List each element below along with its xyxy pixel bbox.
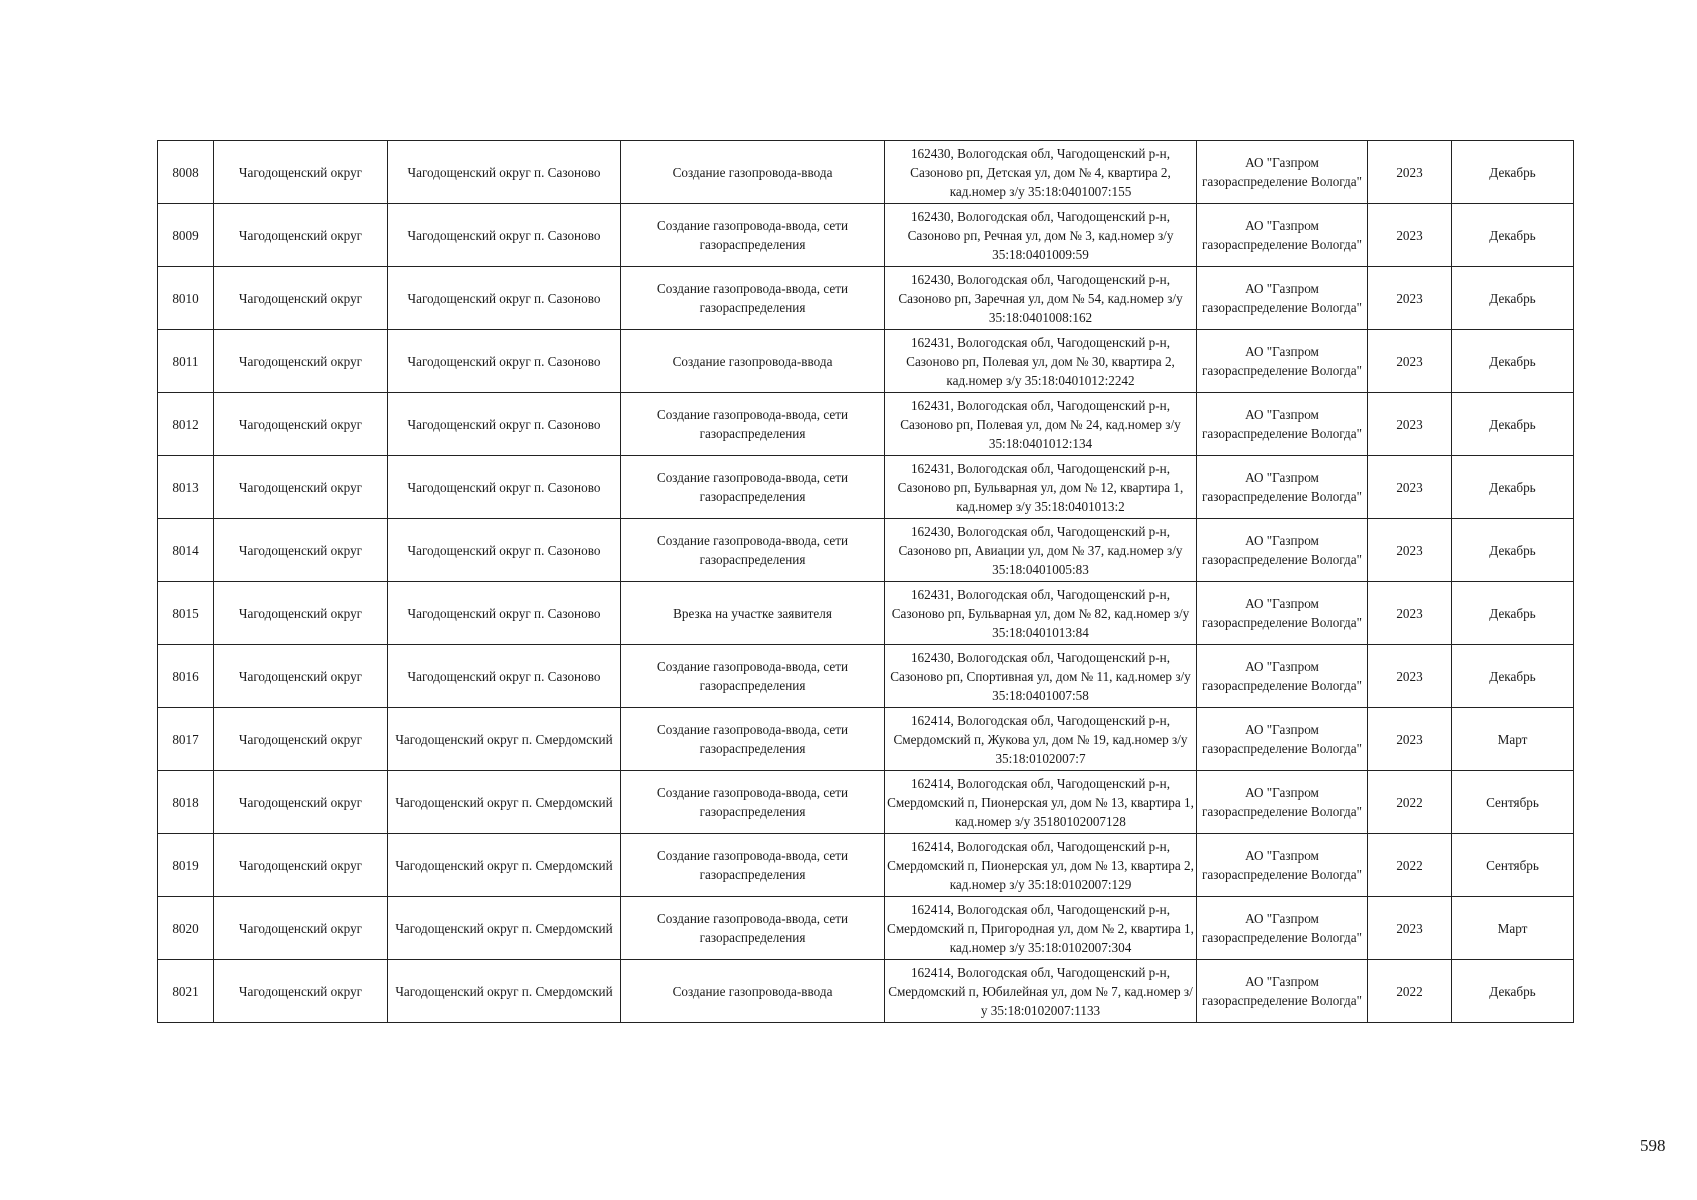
locality-cell: Чагодощенский округ п. Сазоново [388, 204, 621, 267]
year-cell: 2023 [1368, 897, 1452, 960]
month-cell: Сентябрь [1452, 834, 1574, 897]
locality-cell: Чагодощенский округ п. Сазоново [388, 519, 621, 582]
locality-cell: Чагодощенский округ п. Смердомский [388, 708, 621, 771]
locality-cell: Чагодощенский округ п. Сазоново [388, 393, 621, 456]
address-cell: 162431, Вологодская обл, Чагодощенский р-н, Сазоново рп, Бульварная ул, дом № 82, кад.номер з/у 35:18:0401013:84 [885, 582, 1197, 645]
table-row [158, 645, 1574, 708]
row-number-cell: 8008 [158, 141, 214, 204]
page-number: 598 [1640, 1136, 1666, 1155]
work-type-cell: Врезка на участке заявителя [621, 582, 885, 645]
table-row [158, 456, 1574, 519]
row-number-cell: 8013 [158, 456, 214, 519]
locality-cell: Чагодощенский округ п. Сазоново [388, 267, 621, 330]
work-type-cell: Создание газопровода-ввода, сети газораспределения [621, 645, 885, 708]
organization-cell: АО "Газпром газораспределение Вологда" [1197, 393, 1368, 456]
organization-cell: АО "Газпром газораспределение Вологда" [1197, 897, 1368, 960]
district-cell: Чагодощенский округ [214, 897, 388, 960]
locality-cell: Чагодощенский округ п. Смердомский [388, 771, 621, 834]
table-row [158, 897, 1574, 960]
year-cell: 2023 [1368, 519, 1452, 582]
table-row [158, 267, 1574, 330]
address-cell: 162430, Вологодская обл, Чагодощенский р-н, Сазоново рп, Детская ул, дом № 4, квартира 2, кад.номер з/у 35:18:0401007:155 [885, 141, 1197, 204]
table-row [158, 834, 1574, 897]
year-cell: 2023 [1368, 393, 1452, 456]
locality-cell: Чагодощенский округ п. Сазоново [388, 330, 621, 393]
locality-cell: Чагодощенский округ п. Сазоново [388, 645, 621, 708]
month-cell: Декабрь [1452, 330, 1574, 393]
table-row [158, 393, 1574, 456]
month-cell: Декабрь [1452, 393, 1574, 456]
organization-cell: АО "Газпром газораспределение Вологда" [1197, 141, 1368, 204]
year-cell: 2022 [1368, 960, 1452, 1023]
organization-cell: АО "Газпром газораспределение Вологда" [1197, 645, 1368, 708]
table-row [158, 519, 1574, 582]
organization-cell: АО "Газпром газораспределение Вологда" [1197, 834, 1368, 897]
address-cell: 162431, Вологодская обл, Чагодощенский р-н, Сазоново рп, Полевая ул, дом № 30, квартира 2, кад.номер з/у 35:18:0401012:2242 [885, 330, 1197, 393]
district-cell: Чагодощенский округ [214, 834, 388, 897]
gasification-table [157, 140, 1574, 1023]
locality-cell: Чагодощенский округ п. Смердомский [388, 897, 621, 960]
row-number-cell: 8014 [158, 519, 214, 582]
work-type-cell: Создание газопровода-ввода, сети газораспределения [621, 519, 885, 582]
row-number-cell: 8021 [158, 960, 214, 1023]
district-cell: Чагодощенский округ [214, 456, 388, 519]
district-cell: Чагодощенский округ [214, 330, 388, 393]
locality-cell: Чагодощенский округ п. Смердомский [388, 960, 621, 1023]
address-cell: 162414, Вологодская обл, Чагодощенский р-н, Смердомский п, Пионерская ул, дом № 13, квартира 1, кад.номер з/у 35180102007128 [885, 771, 1197, 834]
year-cell: 2023 [1368, 330, 1452, 393]
address-cell: 162430, Вологодская обл, Чагодощенский р-н, Сазоново рп, Спортивная ул, дом № 11, кад.номер з/у 35:18:0401007:58 [885, 645, 1197, 708]
year-cell: 2023 [1368, 204, 1452, 267]
address-cell: 162414, Вологодская обл, Чагодощенский р-н, Смердомский п, Юбилейная ул, дом № 7, кад.номер з/у 35:18:0102007:1133 [885, 960, 1197, 1023]
work-type-cell: Создание газопровода-ввода, сети газораспределения [621, 771, 885, 834]
row-number-cell: 8011 [158, 330, 214, 393]
table-row [158, 330, 1574, 393]
work-type-cell: Создание газопровода-ввода, сети газораспределения [621, 393, 885, 456]
row-number-cell: 8016 [158, 645, 214, 708]
table-row [158, 204, 1574, 267]
district-cell: Чагодощенский округ [214, 771, 388, 834]
year-cell: 2023 [1368, 141, 1452, 204]
year-cell: 2022 [1368, 834, 1452, 897]
row-number-cell: 8015 [158, 582, 214, 645]
month-cell: Декабрь [1452, 519, 1574, 582]
district-cell: Чагодощенский округ [214, 204, 388, 267]
work-type-cell: Создание газопровода-ввода, сети газораспределения [621, 456, 885, 519]
month-cell: Март [1452, 897, 1574, 960]
district-cell: Чагодощенский округ [214, 960, 388, 1023]
address-cell: 162414, Вологодская обл, Чагодощенский р-н, Смердомский п, Пригородная ул, дом № 2, квартира 1, кад.номер з/у 35:18:0102007:304 [885, 897, 1197, 960]
district-cell: Чагодощенский округ [214, 393, 388, 456]
locality-cell: Чагодощенский округ п. Смердомский [388, 834, 621, 897]
registry-sheet [157, 140, 1573, 1023]
district-cell: Чагодощенский округ [214, 645, 388, 708]
month-cell: Декабрь [1452, 960, 1574, 1023]
year-cell: 2023 [1368, 456, 1452, 519]
table-row [158, 582, 1574, 645]
district-cell: Чагодощенский округ [214, 267, 388, 330]
organization-cell: АО "Газпром газораспределение Вологда" [1197, 204, 1368, 267]
month-cell: Декабрь [1452, 645, 1574, 708]
organization-cell: АО "Газпром газораспределение Вологда" [1197, 456, 1368, 519]
address-cell: 162431, Вологодская обл, Чагодощенский р-н, Сазоново рп, Бульварная ул, дом № 12, квартира 1, кад.номер з/у 35:18:0401013:2 [885, 456, 1197, 519]
district-cell: Чагодощенский округ [214, 708, 388, 771]
work-type-cell: Создание газопровода-ввода [621, 141, 885, 204]
table-row [158, 960, 1574, 1023]
work-type-cell: Создание газопровода-ввода, сети газораспределения [621, 897, 885, 960]
organization-cell: АО "Газпром газораспределение Вологда" [1197, 708, 1368, 771]
district-cell: Чагодощенский округ [214, 519, 388, 582]
organization-cell: АО "Газпром газораспределение Вологда" [1197, 330, 1368, 393]
locality-cell: Чагодощенский округ п. Сазоново [388, 582, 621, 645]
work-type-cell: Создание газопровода-ввода, сети газораспределения [621, 267, 885, 330]
work-type-cell: Создание газопровода-ввода [621, 960, 885, 1023]
year-cell: 2023 [1368, 267, 1452, 330]
organization-cell: АО "Газпром газораспределение Вологда" [1197, 960, 1368, 1023]
address-cell: 162414, Вологодская обл, Чагодощенский р-н, Смердомский п, Пионерская ул, дом № 13, квартира 2, кад.номер з/у 35:18:0102007:129 [885, 834, 1197, 897]
address-cell: 162431, Вологодская обл, Чагодощенский р-н, Сазоново рп, Полевая ул, дом № 24, кад.номер з/у 35:18:0401012:134 [885, 393, 1197, 456]
year-cell: 2023 [1368, 708, 1452, 771]
district-cell: Чагодощенский округ [214, 582, 388, 645]
locality-cell: Чагодощенский округ п. Сазоново [388, 456, 621, 519]
locality-cell: Чагодощенский округ п. Сазоново [388, 141, 621, 204]
district-cell: Чагодощенский округ [214, 141, 388, 204]
address-cell: 162430, Вологодская обл, Чагодощенский р-н, Сазоново рп, Авиации ул, дом № 37, кад.номер з/у 35:18:0401005:83 [885, 519, 1197, 582]
row-number-cell: 8017 [158, 708, 214, 771]
table-row [158, 708, 1574, 771]
table-row [158, 141, 1574, 204]
row-number-cell: 8009 [158, 204, 214, 267]
work-type-cell: Создание газопровода-ввода [621, 330, 885, 393]
address-cell: 162430, Вологодская обл, Чагодощенский р-н, Сазоново рп, Речная ул, дом № 3, кад.номер з/у 35:18:0401009:59 [885, 204, 1197, 267]
month-cell: Декабрь [1452, 267, 1574, 330]
organization-cell: АО "Газпром газораспределение Вологда" [1197, 267, 1368, 330]
month-cell: Декабрь [1452, 141, 1574, 204]
year-cell: 2023 [1368, 582, 1452, 645]
row-number-cell: 8010 [158, 267, 214, 330]
row-number-cell: 8012 [158, 393, 214, 456]
work-type-cell: Создание газопровода-ввода, сети газораспределения [621, 708, 885, 771]
work-type-cell: Создание газопровода-ввода, сети газораспределения [621, 204, 885, 267]
organization-cell: АО "Газпром газораспределение Вологда" [1197, 771, 1368, 834]
organization-cell: АО "Газпром газораспределение Вологда" [1197, 582, 1368, 645]
row-number-cell: 8019 [158, 834, 214, 897]
row-number-cell: 8018 [158, 771, 214, 834]
organization-cell: АО "Газпром газораспределение Вологда" [1197, 519, 1368, 582]
work-type-cell: Создание газопровода-ввода, сети газораспределения [621, 834, 885, 897]
year-cell: 2023 [1368, 645, 1452, 708]
month-cell: Сентябрь [1452, 771, 1574, 834]
month-cell: Декабрь [1452, 456, 1574, 519]
row-number-cell: 8020 [158, 897, 214, 960]
month-cell: Декабрь [1452, 204, 1574, 267]
address-cell: 162430, Вологодская обл, Чагодощенский р-н, Сазоново рп, Заречная ул, дом № 54, кад.номер з/у 35:18:0401008:162 [885, 267, 1197, 330]
address-cell: 162414, Вологодская обл, Чагодощенский р-н, Смердомский п, Жукова ул, дом № 19, кад.номер з/у 35:18:0102007:7 [885, 708, 1197, 771]
table-row [158, 771, 1574, 834]
month-cell: Март [1452, 708, 1574, 771]
year-cell: 2022 [1368, 771, 1452, 834]
month-cell: Декабрь [1452, 582, 1574, 645]
table-body [158, 141, 1574, 1023]
